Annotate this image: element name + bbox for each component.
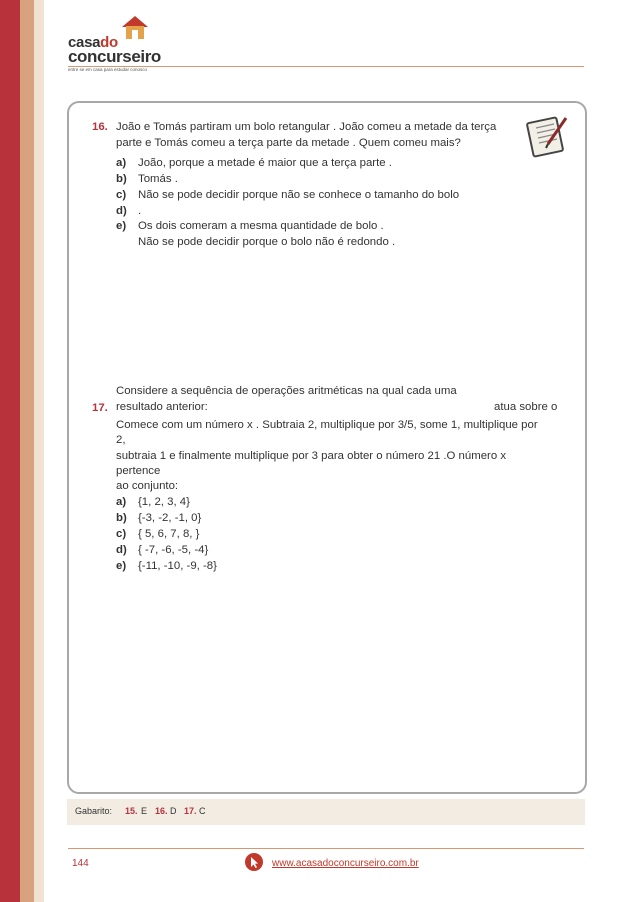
option-text: João, porque a metade é maior que a terça parte .	[138, 157, 392, 169]
option-text: Tomás .	[138, 173, 178, 185]
answer-key-num-17: 17.	[184, 806, 197, 816]
option-letter: d)	[116, 544, 127, 556]
option-text: Os dois comeram a mesma quantidade de bolo .	[138, 220, 384, 232]
option-text: {-3, -2, -1, 0}	[138, 512, 202, 524]
q17-number: 17.	[92, 402, 108, 414]
option-text: {1, 2, 3, 4}	[138, 496, 190, 508]
house-logo-icon	[118, 14, 152, 40]
q16-line2: parte e Tomás comeu a terça parte da metade . Quem comeu mais?	[116, 137, 461, 149]
q17-line2b: atua sobre o	[494, 401, 558, 413]
answer-key-num-15: 15.	[125, 806, 138, 816]
q17-option-b[interactable]	[116, 512, 201, 524]
answer-key-ans-15: E	[141, 806, 148, 816]
option-text: {-11, -10, -9, -8}	[138, 560, 217, 572]
option-letter: b)	[116, 173, 127, 185]
q17-line5: subtraia 1 e finalmente multiplique por 3 para obter o número 21 .O número x	[116, 450, 507, 462]
q16-option-a[interactable]	[116, 157, 392, 169]
option-letter: e)	[116, 220, 127, 232]
option-letter: c)	[116, 528, 127, 540]
option-text: { 5, 6, 7, 8, }	[138, 528, 200, 540]
option-letter: a)	[116, 157, 127, 169]
logo-casa: casa	[68, 34, 101, 51]
q17-line7: ao conjunto:	[116, 480, 179, 492]
q17-line1: Considere a sequência de operações aritméticas na qual cada uma	[116, 385, 457, 397]
option-letter: a)	[116, 496, 127, 508]
option-text: Não se pode decidir porque não se conhece o tamanho do bolo	[138, 189, 460, 201]
notebook-icon	[524, 114, 570, 160]
answer-key-ans-17: C	[199, 806, 206, 816]
logo	[68, 14, 188, 72]
q16-extra-line: Não se pode decidir porque o bolo não é redondo .	[138, 236, 396, 248]
left-stripe-red	[0, 0, 20, 902]
option-letter: b)	[116, 512, 127, 524]
q17-line3: Comece com um número x . Subtraia 2, multiplique por 3/5, some 1, multiplique por	[116, 419, 538, 431]
logo-word-concurseiro: concurseiro	[68, 47, 161, 66]
website-link[interactable]: www.acasadoconcurseiro.com.br	[272, 858, 419, 869]
left-stripe-cream	[34, 0, 44, 902]
q16-option-d[interactable]	[116, 205, 141, 217]
answer-key-ans-16: D	[170, 806, 177, 816]
q17-option-d[interactable]	[116, 544, 208, 556]
logo-tagline: entre se em casa para estudar conosco	[68, 67, 148, 72]
footer-divider	[68, 848, 584, 849]
q16-option-e[interactable]	[116, 220, 384, 232]
q16-option-b[interactable]	[116, 173, 178, 185]
questions-box	[67, 101, 587, 794]
option-text: .	[138, 205, 142, 217]
left-stripe-tan	[20, 0, 34, 902]
q17-option-a[interactable]	[116, 496, 190, 508]
page-number: 144	[72, 858, 89, 869]
q17-line2a: resultado anterior:	[116, 401, 208, 413]
q16-option-c[interactable]	[116, 189, 459, 201]
logo-do: do	[100, 34, 118, 51]
option-letter: c)	[116, 189, 127, 201]
option-text: { -7, -6, -5, -4}	[138, 544, 209, 556]
q17-option-c[interactable]	[116, 528, 199, 540]
q17-line6: pertence	[116, 465, 161, 477]
q16-line1: João e Tomás partiram um bolo retangular . João comeu a metade da terça	[116, 121, 497, 133]
q17-option-e[interactable]	[116, 560, 217, 572]
header-divider	[68, 66, 584, 67]
answer-key-label: Gabarito:	[75, 806, 113, 816]
answer-key-bar	[67, 799, 585, 825]
cursor-icon	[244, 852, 264, 872]
q17-line4: 2,	[116, 434, 126, 446]
option-letter: d)	[116, 205, 127, 217]
option-letter: e)	[116, 560, 127, 572]
answer-key-num-16: 16.	[155, 806, 168, 816]
q16-number: 16.	[92, 121, 108, 133]
